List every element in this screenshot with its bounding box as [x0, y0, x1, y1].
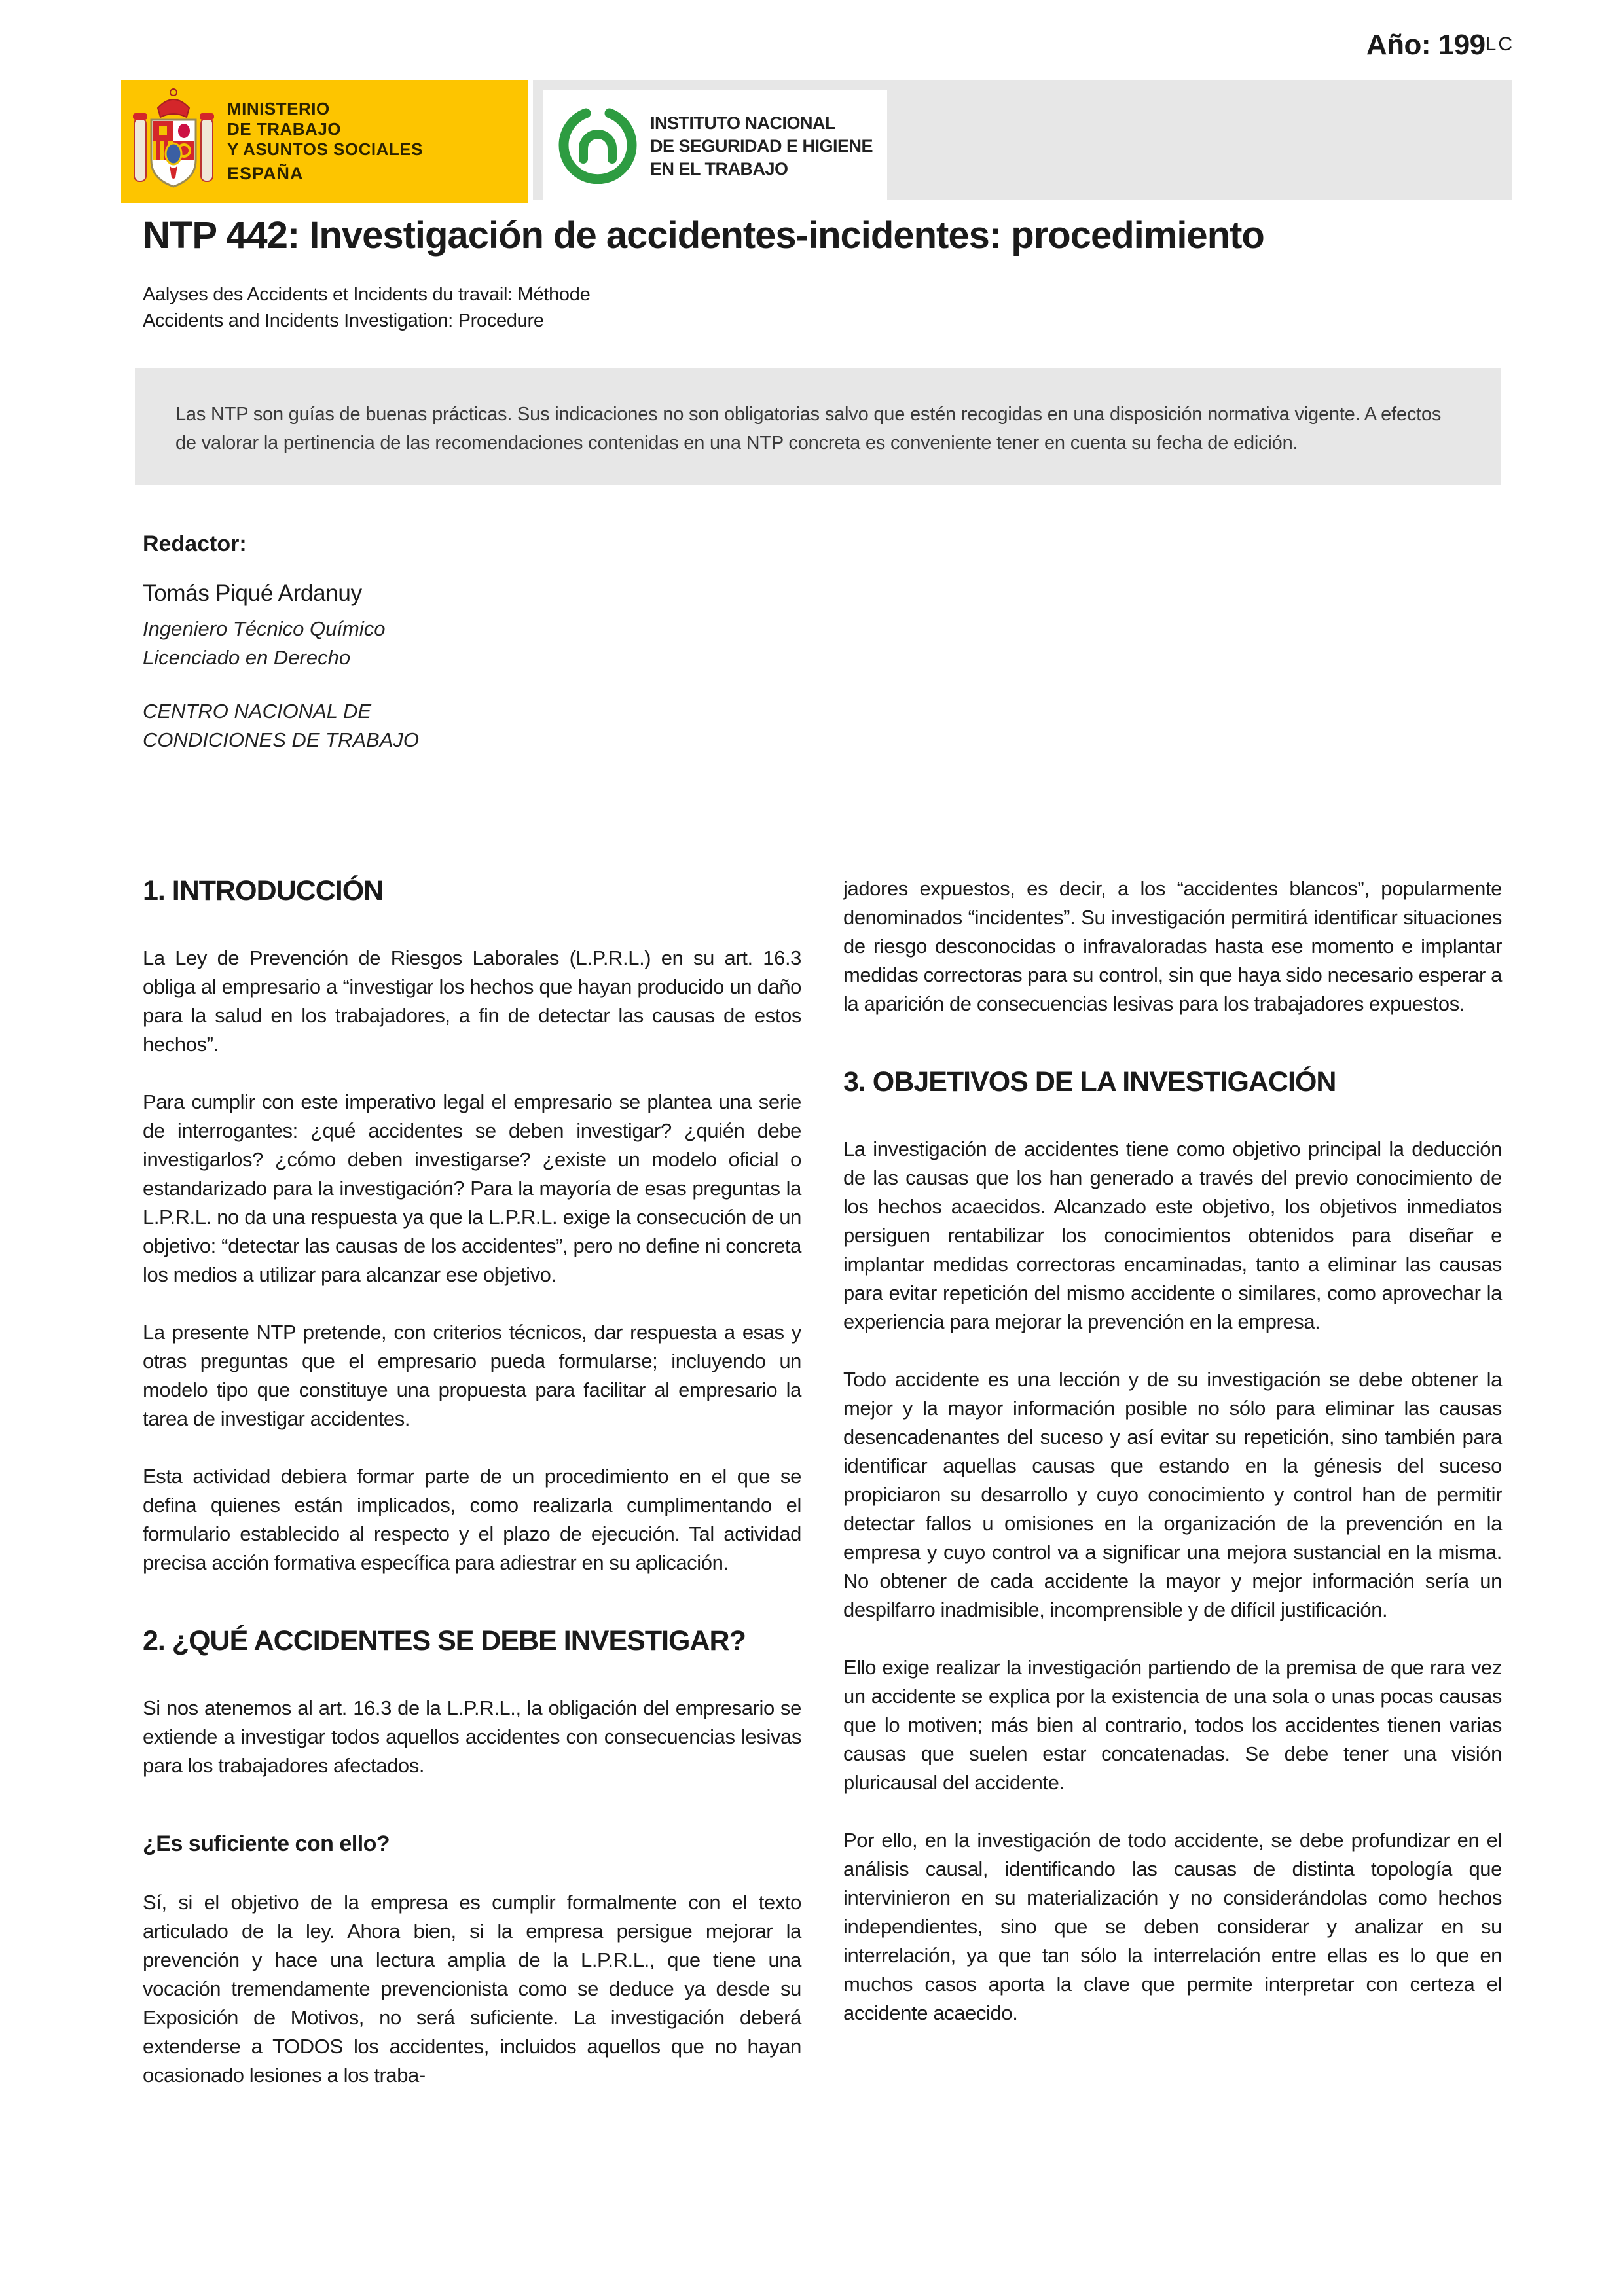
year-label: [1366, 29, 1514, 62]
insht-logo: [543, 90, 887, 202]
ministry-line1: MINISTERIO: [227, 99, 330, 118]
paragraph: jadores expuestos, es decir, a los “accidentes blancos”, popularmente denominados “incidentes”. Su investigación permitirá identificar situaciones de riesgo desconocidas o infravaloradas hasta ese momento e implantar medidas correctoras para su control, sin que haya sido necesario esperar a la aparición de consecuencias lesivas para los trabajadores expuestos.: [843, 877, 1503, 1015]
paragraph: La investigación de accidentes tiene como objetivo principal la deducción de las causas que los han generado a través del previo conocimiento de los hechos acaecidos. Alcanzado este objetivo, los objetivos inmediatos persiguen rentabilizar los conocimientos obtenidos para diseñar e implantar medidas correctoras encaminadas, tanto a eliminar las causas para evitar repetición del mismo accidente o similares, como aprovechar la experiencia para mejorar la prevención en la empresa.: [843, 1138, 1502, 1333]
page-title: NTP 442: Investigación de accidentes-incidentes: procedimiento: [143, 214, 1264, 257]
right-column: [843, 874, 1502, 2119]
paragraph: Por ello, en la investigación de todo accidente, se debe profundizar en el análisis causal, identificando las causas de distinta topología que intervinieron en su materialización y no considerándolas como hechos independientes, sino que se deben considerar y analizar en su interrelación, ya que tan sólo la interrelación entre ellas es lo que en muchos casos aporta la clave que permite interpretar con certeza el accidente acaecido.: [843, 1829, 1502, 2024]
ministry-country: ESPAÑA: [227, 164, 304, 183]
ministry-logo-text: [227, 99, 423, 184]
logo-band: [121, 80, 1512, 204]
author-name: Tomás Piqué Ardanuy: [143, 581, 362, 606]
paragraph: Todo accidente es una lección y de su investigación se debe obtener la mejor y la mayor información posible no sólo para eliminar las causas desencadenantes del suceso y así evitar su repetición, sino también para identificar aquellas causas que estando en la génesis del suceso propiciaron su desarrollo y cuyo conocimiento y control han de permitir detectar fallos u omisiones en la organización de la prevención en la empresa y cuyo control va a significar una mejora sustancial en la misma. No obtener de cada accidente la mayor y mejor información sería un despilfarro inadmisible, incomprensible y de difícil justificación.: [843, 1368, 1502, 1621]
notice-box: Las NTP son guías de buenas prácticas. Sus indicaciones no son obligatorias salvo que estén recogidas en una disposición normativa vigente. A efectos de valorar la pertinencia de las recomendaciones contenidas en una NTP concreta es conveniente tener en cuenta su fecha de edición.: [135, 368, 1501, 485]
ministry-line2: DE TRABAJO: [227, 119, 342, 139]
paragraph: Para cumplir con este imperativo legal el empresario se plantea una serie de interrogantes: ¿qué accidentes se deben investigar? ¿quién debe investigarlos? ¿cómo deben investigarse? ¿existe un modelo oficial o estandarizado para la investigación? Para la mayoría de esas preguntas la L.P.R.L. no da una respuesta ya que la L.P.R.L. exige la consecución de un objetivo: “detectar las causas de los accidentes”, pero no define ni concreta los medios a utilizar para alcanzar ese objetivo.: [143, 1090, 801, 1286]
spain-coat-of-arms-icon: [132, 88, 215, 195]
ministry-line3: Y ASUNTOS SOCIALES: [227, 139, 423, 159]
author-center-line2: CONDICIONES DE TRABAJO: [143, 728, 419, 751]
insht-line1: INSTITUTO NACIONAL: [650, 113, 835, 133]
subtitle-english: Accidents and Incidents Investigation: Procedure: [143, 310, 544, 331]
subsection-heading: ¿Es suficiente con ello?: [143, 1831, 390, 1856]
section-heading-2: 2. ¿QUÉ ACCIDENTES SE DEBE INVESTIGAR?: [143, 1625, 746, 1657]
insht-logo-text: [650, 112, 873, 181]
body-columns: [143, 874, 1502, 2119]
ministry-logo: [121, 80, 528, 203]
author-degree-2: Licenciado en Derecho: [143, 646, 351, 669]
paragraph: La Ley de Prevención de Riesgos Laborales (L.P.R.L.) en su art. 16.3 obliga al empresario a “investigar los hechos que hayan producido un daño para la salud en los trabajadores, a fin de detectar las causas de estos hechos”.: [143, 946, 801, 1056]
insht-line3: EN EL TRABAJO: [650, 158, 788, 179]
author-label: Redactor:: [143, 531, 247, 556]
paragraph: Si nos atenemos al art. 16.3 de la L.P.R.L., la obligación del empresario se extiende a investigar todos aquellos accidentes con consecuencias lesivas para los trabajadores afectados.: [143, 1696, 801, 1777]
paragraph: Esta actividad debiera formar parte de un procedimiento en el que se defina quienes están implicados, como realizarla cumplimentando el formulario establecido al respecto y el plazo de ejecución. Tal actividad precisa acción formativa específica para adiestrar en su aplicación.: [143, 1465, 801, 1574]
year-suffix: LC: [1485, 33, 1514, 55]
section-heading-3: 3. OBJETIVOS DE LA INVESTIGACIÓN: [843, 1066, 1336, 1098]
left-column: [143, 874, 801, 2119]
paragraph: Sí, si el objetivo de la empresa es cumplir formalmente con el texto articulado de la ley. Ahora bien, si la empresa persigue mejorar la prevención y hace una lectura amplia de la L.P.R.L., que tiene una vocación tremendamente prevencionista como se deduce ya desde su Exposición de Motivos, no será suficiente. La investigación deberá extenderse a TODOS los accidentes, incluidos aquellos que no hayan ocasionado lesiones a los traba-: [143, 1891, 801, 2087]
author-degree-1: Ingeniero Técnico Químico: [143, 617, 386, 640]
paragraph: Ello exige realizar la investigación partiendo de la premisa de que rara vez un accidente se explica por la existencia de una sola o unas pocas causas que lo motiven; más bien al contrario, todos los accidentes tienen varias causas que suelen estar concatenadas. Se debe tener una visión pluricausal del accidente.: [843, 1656, 1502, 1794]
subtitle-french: Aalyses des Accidents et Incidents du travail: Méthode: [143, 284, 591, 305]
insht-line2: DE SEGURIDAD E HIGIENE: [650, 135, 873, 156]
insht-icon: [558, 105, 637, 187]
paragraph: La presente NTP pretende, con criterios técnicos, dar respuesta a esas y otras preguntas que el empresario pueda formularse; incluyendo un modelo tipo que constituye una propuesta para facilitar al empresario la tarea de investigar accidentes.: [143, 1321, 801, 1430]
year-text: Año: 199: [1366, 29, 1486, 61]
section-heading-1: 1. INTRODUCCIÓN: [143, 875, 384, 906]
author-block: [143, 531, 419, 755]
author-center-line1: CENTRO NACIONAL DE: [143, 700, 372, 723]
subtitle-block: [143, 281, 590, 334]
